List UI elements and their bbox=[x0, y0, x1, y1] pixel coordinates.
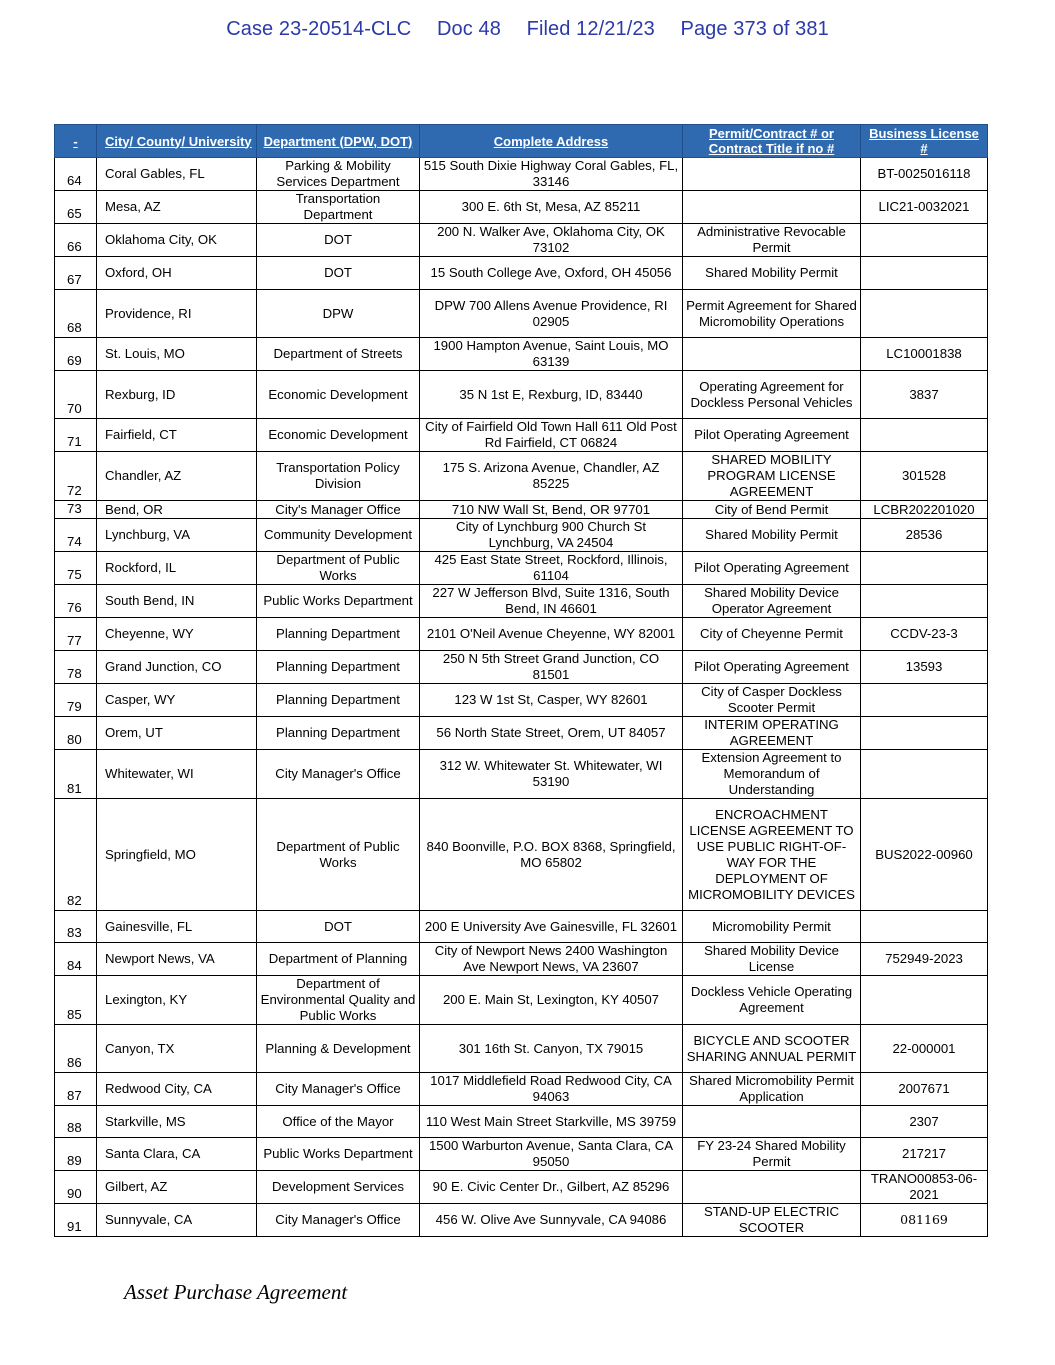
department-cell: Planning & Development bbox=[257, 1025, 420, 1073]
city-cell: Chandler, AZ bbox=[97, 452, 257, 501]
city-cell: St. Louis, MO bbox=[97, 338, 257, 371]
city-cell: Springfield, MO bbox=[97, 799, 257, 911]
city-cell: Gainesville, FL bbox=[97, 911, 257, 943]
city-cell: Canyon, TX bbox=[97, 1025, 257, 1073]
address-cell: 90 E. Civic Center Dr., Gilbert, AZ 85296 bbox=[420, 1171, 683, 1204]
department-cell: Transportation Policy Division bbox=[257, 452, 420, 501]
department-cell: DOT bbox=[257, 224, 420, 257]
address-cell: 2101 O'Neil Avenue Cheyenne, WY 82001 bbox=[420, 618, 683, 651]
permit-cell bbox=[683, 1171, 861, 1204]
city-cell: Redwood City, CA bbox=[97, 1073, 257, 1106]
row-number: 88 bbox=[55, 1106, 97, 1138]
col-header-city: City/ County/ University bbox=[97, 125, 257, 158]
footer-title: Asset Purchase Agreement bbox=[124, 1280, 348, 1304]
address-cell: 227 W Jefferson Blvd, Suite 1316, South Bend, IN 46601 bbox=[420, 585, 683, 618]
table-row bbox=[55, 452, 988, 501]
address-cell: 1500 Warburton Avenue, Santa Clara, CA 95050 bbox=[420, 1138, 683, 1171]
department-cell: Planning Department bbox=[257, 717, 420, 750]
col-header-license: Business License # bbox=[861, 125, 988, 158]
table-row bbox=[55, 371, 988, 419]
permit-cell: Shared Mobility Permit bbox=[683, 519, 861, 552]
header-row bbox=[55, 125, 988, 158]
department-cell: Planning Department bbox=[257, 618, 420, 651]
permit-cell bbox=[683, 191, 861, 224]
table-row bbox=[55, 750, 988, 799]
city-cell: Cheyenne, WY bbox=[97, 618, 257, 651]
department-cell: DOT bbox=[257, 257, 420, 290]
address-cell: 175 S. Arizona Avenue, Chandler, AZ 85225 bbox=[420, 452, 683, 501]
col-header-permit: Permit/Contract # or Contract Title if no # bbox=[683, 125, 861, 158]
license-cell: 301528 bbox=[861, 452, 988, 501]
city-cell: Whitewater, WI bbox=[97, 750, 257, 799]
row-number: 75 bbox=[55, 552, 97, 585]
license-cell: 3837 bbox=[861, 371, 988, 419]
city-cell: Grand Junction, CO bbox=[97, 651, 257, 684]
row-number: 87 bbox=[55, 1073, 97, 1106]
license-cell: CCDV-23-3 bbox=[861, 618, 988, 651]
license-cell: BUS2022-00960 bbox=[861, 799, 988, 911]
permit-cell: Administrative Revocable Permit bbox=[683, 224, 861, 257]
city-cell: Providence, RI bbox=[97, 290, 257, 338]
row-number: 68 bbox=[55, 290, 97, 338]
row-number: 73 bbox=[55, 501, 97, 519]
license-cell: BT-0025016118 bbox=[861, 158, 988, 191]
permit-cell: Pilot Operating Agreement bbox=[683, 651, 861, 684]
city-cell: Coral Gables, FL bbox=[97, 158, 257, 191]
city-cell: South Bend, IN bbox=[97, 585, 257, 618]
department-cell: Department of Public Works bbox=[257, 552, 420, 585]
address-cell: City of Fairfield Old Town Hall 611 Old Post Rd Fairfield, CT 06824 bbox=[420, 419, 683, 452]
city-cell: Santa Clara, CA bbox=[97, 1138, 257, 1171]
license-cell bbox=[861, 717, 988, 750]
department-cell: Public Works Department bbox=[257, 585, 420, 618]
department-cell: City Manager's Office bbox=[257, 1204, 420, 1237]
address-cell: City of Lynchburg 900 Church St Lynchburg, VA 24504 bbox=[420, 519, 683, 552]
table-row bbox=[55, 1073, 988, 1106]
license-cell: 081169 bbox=[861, 1204, 988, 1237]
license-cell bbox=[861, 419, 988, 452]
address-cell: 35 N 1st E, Rexburg, ID, 83440 bbox=[420, 371, 683, 419]
department-cell: Department of Streets bbox=[257, 338, 420, 371]
department-cell: Planning Department bbox=[257, 651, 420, 684]
city-cell: Oklahoma City, OK bbox=[97, 224, 257, 257]
city-cell: Gilbert, AZ bbox=[97, 1171, 257, 1204]
license-cell bbox=[861, 290, 988, 338]
department-cell: Department of Planning bbox=[257, 943, 420, 976]
permit-cell: Permit Agreement for Shared Micromobility Operations bbox=[683, 290, 861, 338]
row-number: 79 bbox=[55, 684, 97, 717]
permit-cell: FY 23-24 Shared Mobility Permit bbox=[683, 1138, 861, 1171]
row-number: 67 bbox=[55, 257, 97, 290]
address-cell: 200 E University Ave Gainesville, FL 32601 bbox=[420, 911, 683, 943]
permit-cell: Dockless Vehicle Operating Agreement bbox=[683, 976, 861, 1025]
table-row bbox=[55, 257, 988, 290]
department-cell: Department of Environmental Quality and Public Works bbox=[257, 976, 420, 1025]
row-number: 90 bbox=[55, 1171, 97, 1204]
city-cell: Lynchburg, VA bbox=[97, 519, 257, 552]
department-cell: Transportation Department bbox=[257, 191, 420, 224]
address-cell: 840 Boonville, P.O. BOX 8368, Springfield, MO 65802 bbox=[420, 799, 683, 911]
license-cell: 22-000001 bbox=[861, 1025, 988, 1073]
table-row bbox=[55, 943, 988, 976]
permit-cell: Shared Mobility Device License bbox=[683, 943, 861, 976]
table-row bbox=[55, 501, 988, 519]
city-cell: Orem, UT bbox=[97, 717, 257, 750]
license-cell bbox=[861, 911, 988, 943]
table-row bbox=[55, 158, 988, 191]
permit-cell: Shared Micromobility Permit Application bbox=[683, 1073, 861, 1106]
table-row bbox=[55, 1106, 988, 1138]
address-cell: 301 16th St. Canyon, TX 79015 bbox=[420, 1025, 683, 1073]
license-cell: LC10001838 bbox=[861, 338, 988, 371]
license-cell bbox=[861, 684, 988, 717]
address-cell: 200 N. Walker Ave, Oklahoma City, OK 73102 bbox=[420, 224, 683, 257]
department-cell: DPW bbox=[257, 290, 420, 338]
row-number: 85 bbox=[55, 976, 97, 1025]
permit-cell: City of Casper Dockless Scooter Permit bbox=[683, 684, 861, 717]
row-number: 84 bbox=[55, 943, 97, 976]
row-number: 74 bbox=[55, 519, 97, 552]
row-number: 83 bbox=[55, 911, 97, 943]
row-number: 89 bbox=[55, 1138, 97, 1171]
license-cell: LCBR202201020 bbox=[861, 501, 988, 519]
city-cell: Starkville, MS bbox=[97, 1106, 257, 1138]
city-cell: Bend, OR bbox=[97, 501, 257, 519]
permit-cell: Extension Agreement to Memorandum of Understanding bbox=[683, 750, 861, 799]
license-cell bbox=[861, 976, 988, 1025]
department-cell: City Manager's Office bbox=[257, 750, 420, 799]
permit-cell: Micromobility Permit bbox=[683, 911, 861, 943]
row-number: 72 bbox=[55, 452, 97, 501]
license-cell bbox=[861, 552, 988, 585]
department-cell: Planning Department bbox=[257, 684, 420, 717]
department-cell: Parking & Mobility Services Department bbox=[257, 158, 420, 191]
row-number: 70 bbox=[55, 371, 97, 419]
license-cell: 2007671 bbox=[861, 1073, 988, 1106]
row-number: 69 bbox=[55, 338, 97, 371]
address-cell: 1900 Hampton Avenue, Saint Louis, MO 63139 bbox=[420, 338, 683, 371]
license-cell bbox=[861, 257, 988, 290]
address-cell: 300 E. 6th St, Mesa, AZ 85211 bbox=[420, 191, 683, 224]
row-number: 78 bbox=[55, 651, 97, 684]
table-row bbox=[55, 684, 988, 717]
row-number: 81 bbox=[55, 750, 97, 799]
table-row bbox=[55, 976, 988, 1025]
city-cell: Lexington, KY bbox=[97, 976, 257, 1025]
permit-cell: Operating Agreement for Dockless Personal Vehicles bbox=[683, 371, 861, 419]
permit-cell: SHARED MOBILITY PROGRAM LICENSE AGREEMENT bbox=[683, 452, 861, 501]
city-cell: Oxford, OH bbox=[97, 257, 257, 290]
filed-date: Filed 12/21/23 bbox=[526, 18, 655, 40]
table-body bbox=[55, 158, 988, 1237]
license-cell bbox=[861, 750, 988, 799]
license-cell: LIC21-0032021 bbox=[861, 191, 988, 224]
row-number: 71 bbox=[55, 419, 97, 452]
license-cell: 28536 bbox=[861, 519, 988, 552]
table-row bbox=[55, 290, 988, 338]
address-cell: 425 East State Street, Rockford, Illinois, 61104 bbox=[420, 552, 683, 585]
page-indicator: Page 373 of 381 bbox=[680, 18, 829, 40]
table-row bbox=[55, 1025, 988, 1073]
license-cell bbox=[861, 585, 988, 618]
permit-cell: Shared Mobility Device Operator Agreement bbox=[683, 585, 861, 618]
case-header bbox=[0, 18, 1055, 41]
table-row bbox=[55, 585, 988, 618]
department-cell: Office of the Mayor bbox=[257, 1106, 420, 1138]
row-number: 76 bbox=[55, 585, 97, 618]
license-cell: 752949-2023 bbox=[861, 943, 988, 976]
table-row bbox=[55, 1171, 988, 1204]
address-cell: 123 W 1st St, Casper, WY 82601 bbox=[420, 684, 683, 717]
table-row bbox=[55, 799, 988, 911]
permit-cell: Pilot Operating Agreement bbox=[683, 419, 861, 452]
city-cell: Newport News, VA bbox=[97, 943, 257, 976]
table-row bbox=[55, 1138, 988, 1171]
department-cell: Economic Development bbox=[257, 371, 420, 419]
address-cell: 515 South Dixie Highway Coral Gables, FL, 33146 bbox=[420, 158, 683, 191]
city-cell: Mesa, AZ bbox=[97, 191, 257, 224]
row-number: 64 bbox=[55, 158, 97, 191]
address-cell: 456 W. Olive Ave Sunnyvale, CA 94086 bbox=[420, 1204, 683, 1237]
permit-cell bbox=[683, 1106, 861, 1138]
table-row bbox=[55, 1204, 988, 1237]
table-row bbox=[55, 911, 988, 943]
permit-cell: ENCROACHMENT LICENSE AGREEMENT TO USE PUBLIC RIGHT-OF-WAY FOR THE DEPLOYMENT OF MICROMOBILITY DEVICES bbox=[683, 799, 861, 911]
permit-cell: BICYCLE AND SCOOTER SHARING ANNUAL PERMIT bbox=[683, 1025, 861, 1073]
col-header-address: Complete Address bbox=[420, 125, 683, 158]
row-number: 91 bbox=[55, 1204, 97, 1237]
address-cell: City of Newport News 2400 Washington Ave Newport News, VA 23607 bbox=[420, 943, 683, 976]
department-cell: Development Services bbox=[257, 1171, 420, 1204]
city-cell: Rexburg, ID bbox=[97, 371, 257, 419]
city-cell: Fairfield, CT bbox=[97, 419, 257, 452]
row-number: 80 bbox=[55, 717, 97, 750]
row-number: 86 bbox=[55, 1025, 97, 1073]
row-number: 65 bbox=[55, 191, 97, 224]
department-cell: Department of Public Works bbox=[257, 799, 420, 911]
table-row bbox=[55, 191, 988, 224]
row-number: 66 bbox=[55, 224, 97, 257]
license-cell: TRANO00853-06-2021 bbox=[861, 1171, 988, 1204]
city-cell: Sunnyvale, CA bbox=[97, 1204, 257, 1237]
table-row bbox=[55, 338, 988, 371]
department-cell: City's Manager Office bbox=[257, 501, 420, 519]
permit-cell: City of Cheyenne Permit bbox=[683, 618, 861, 651]
permit-cell bbox=[683, 338, 861, 371]
table-row bbox=[55, 419, 988, 452]
row-number: 77 bbox=[55, 618, 97, 651]
address-cell: 15 South College Ave, Oxford, OH 45056 bbox=[420, 257, 683, 290]
col-header-department: Department (DPW, DOT) bbox=[257, 125, 420, 158]
address-cell: 312 W. Whitewater St. Whitewater, WI 53190 bbox=[420, 750, 683, 799]
case-number: Case 23-20514-CLC bbox=[226, 18, 412, 40]
permit-cell: City of Bend Permit bbox=[683, 501, 861, 519]
city-cell: Casper, WY bbox=[97, 684, 257, 717]
license-cell: 13593 bbox=[861, 651, 988, 684]
address-cell: 1017 Middlefield Road Redwood City, CA 94063 bbox=[420, 1073, 683, 1106]
table-row bbox=[55, 651, 988, 684]
department-cell: Economic Development bbox=[257, 419, 420, 452]
address-cell: 710 NW Wall St, Bend, OR 97701 bbox=[420, 501, 683, 519]
table-row bbox=[55, 717, 988, 750]
address-cell: 200 E. Main St, Lexington, KY 40507 bbox=[420, 976, 683, 1025]
license-cell: 2307 bbox=[861, 1106, 988, 1138]
permit-cell: Pilot Operating Agreement bbox=[683, 552, 861, 585]
address-cell: 56 North State Street, Orem, UT 84057 bbox=[420, 717, 683, 750]
address-cell: 250 N 5th Street Grand Junction, CO 81501 bbox=[420, 651, 683, 684]
address-cell: DPW 700 Allens Avenue Providence, RI 02905 bbox=[420, 290, 683, 338]
permits-table bbox=[54, 124, 988, 1237]
permit-cell: Shared Mobility Permit bbox=[683, 257, 861, 290]
table-row bbox=[55, 519, 988, 552]
department-cell: Public Works Department bbox=[257, 1138, 420, 1171]
permit-cell: STAND-UP ELECTRIC SCOOTER bbox=[683, 1204, 861, 1237]
doc-number: Doc 48 bbox=[437, 18, 501, 40]
department-cell: City Manager's Office bbox=[257, 1073, 420, 1106]
permit-cell bbox=[683, 158, 861, 191]
table-row bbox=[55, 618, 988, 651]
department-cell: Community Development bbox=[257, 519, 420, 552]
permit-cell: INTERIM OPERATING AGREEMENT bbox=[683, 717, 861, 750]
col-header-number: - bbox=[55, 125, 97, 158]
table-row bbox=[55, 224, 988, 257]
license-cell: 217217 bbox=[861, 1138, 988, 1171]
city-cell: Rockford, IL bbox=[97, 552, 257, 585]
department-cell: DOT bbox=[257, 911, 420, 943]
table-header bbox=[55, 125, 988, 158]
address-cell: 110 West Main Street Starkville, MS 39759 bbox=[420, 1106, 683, 1138]
row-number: 82 bbox=[55, 799, 97, 911]
license-cell bbox=[861, 224, 988, 257]
table-row bbox=[55, 552, 988, 585]
